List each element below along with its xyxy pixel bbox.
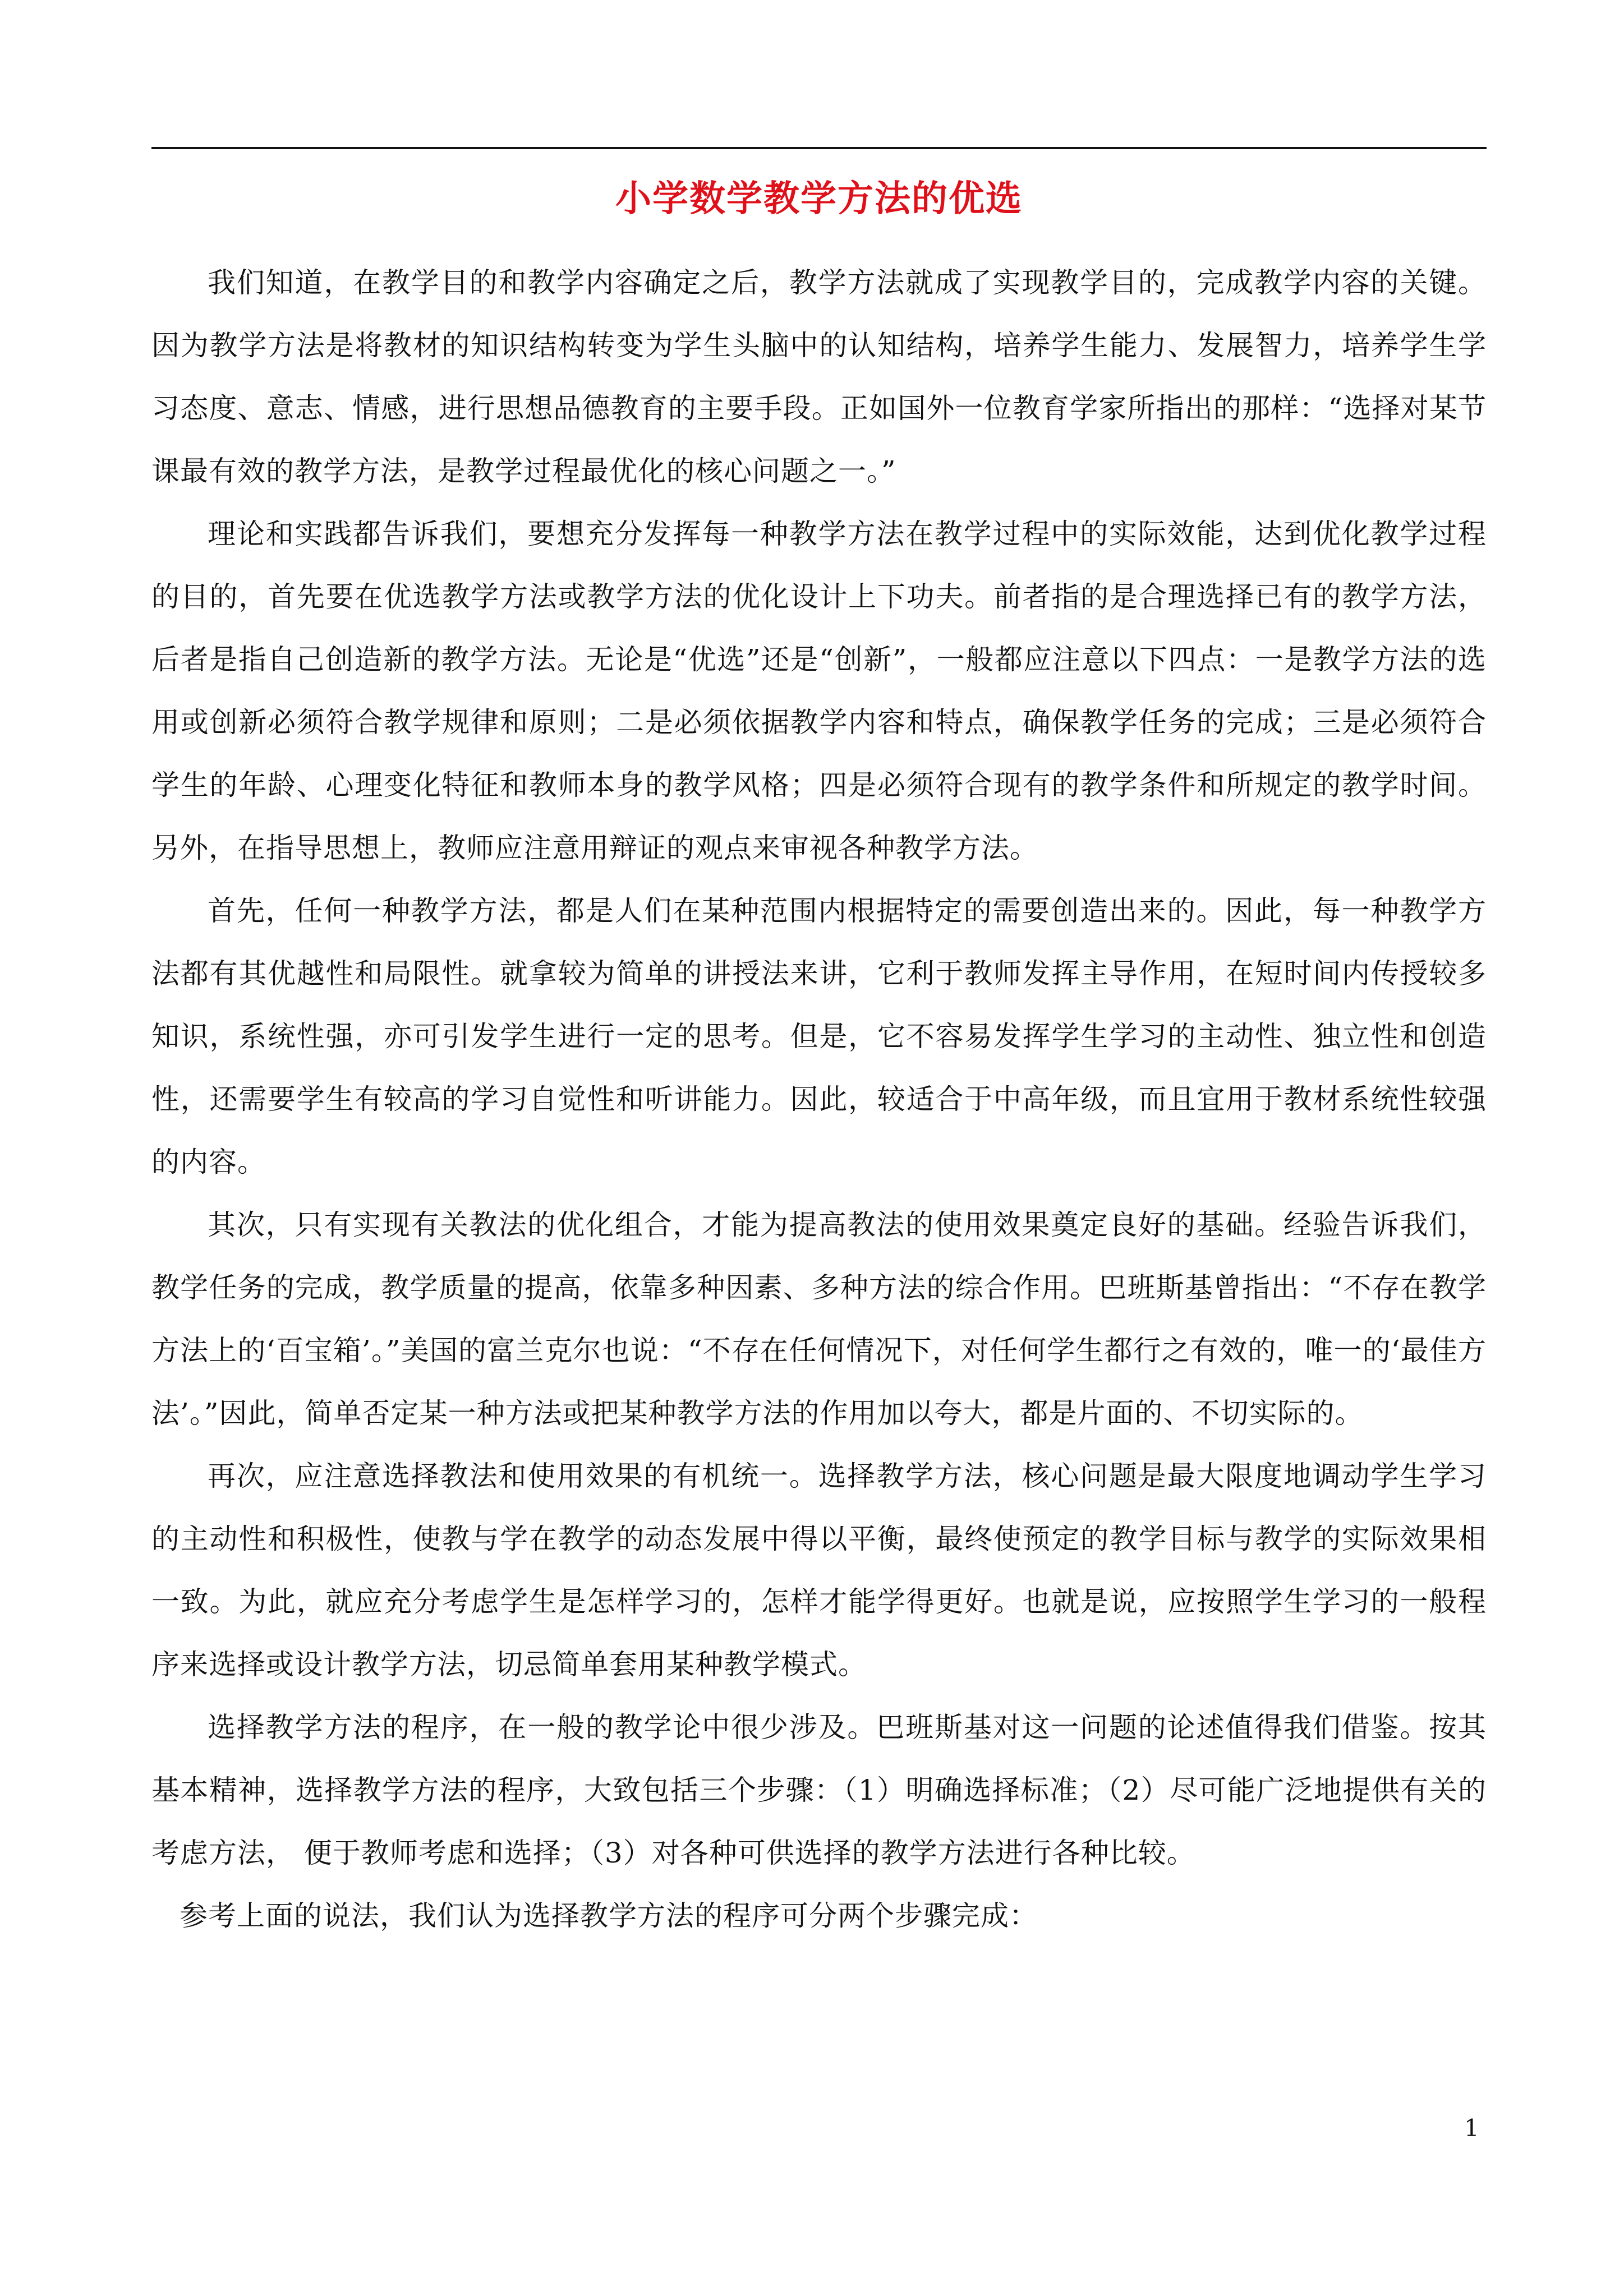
header-rule	[151, 147, 1487, 149]
page-number: 1	[1464, 2114, 1479, 2142]
document-body	[151, 251, 1487, 1947]
paragraph-7: 参考上面的说法，我们认为选择教学方法的程序可分两个步骤完成：	[180, 1899, 1038, 1932]
paragraph-1: 我们知道，在教学目的和教学内容确定之后，教学方法就成了实现教学目的，完成教学内容的关键。因为教学方法是将教材的知识结构转变为学生头脑中的认知结构，培养学生能力、发展智力，培养学生学习态度、意志、情感，进行思想品德教育的主要手段。正如国外一位教育学家所指出的那样：“选择对某节课最有效的教学方法，是教学过程最优化的核心问题之一。”	[151, 266, 1487, 487]
paragraph-5: 再次，应注意选择教法和使用效果的有机统一。选择教学方法，核心问题是最大限度地调动学生学习的主动性和积极性，使教与学在教学的动态发展中得以平衡，最终使预定的教学目标与教学的实际效果相一致。为此，就应充分考虑学生是怎样学习的，怎样才能学得更好。也就是说，应按照学生学习的一般程序来选择或设计教学方法，切忌简单套用某种教学模式。	[151, 1460, 1487, 1681]
paragraph-6: 选择教学方法的程序，在一般的教学论中很少涉及。巴班斯基对这一问题的论述值得我们借鉴。按其基本精神，选择教学方法的程序，大致包括三个步骤：（1）明确选择标准；（2）尽可能广泛地提供有关的考虑方法， 便于教师考虑和选择；（3）对各种可供选择的教学方法进行各种比较。	[151, 1711, 1487, 1869]
paragraph-2: 理论和实践都告诉我们，要想充分发挥每一种教学方法在教学过程中的实际效能，达到优化教学过程的目的，首先要在优选教学方法或教学方法的优化设计上下功夫。前者指的是合理选择已有的教学方法，后者是指自己创造新的教学方法。无论是“优选”还是“创新”，一般都应注意以下四点：一是教学方法的选用或创新必须符合教学规律和原则；二是必须依据教学内容和特点，确保教学任务的完成；三是必须符合学生的年龄、心理变化特征和教师本身的教学风格；四是必须符合现有的教学条件和所规定的教学时间。另外，在指导思想上，教师应注意用辩证的观点来审视各种教学方法。	[151, 518, 1487, 864]
paragraph-4: 其次，只有实现有关教法的优化组合，才能为提高教法的使用效果奠定良好的基础。经验告诉我们，教学任务的完成，教学质量的提高，依靠多种因素、多种方法的综合作用。巴班斯基曾指出：“不存在教学方法上的‘百宝箱’。”美国的富兰克尔也说：“不存在任何情况下，对任何学生都行之有效的，唯一的‘最佳方法’。”因此，简单否定某一种方法或把某种教学方法的作用加以夸大，都是片面的、不切实际的。	[151, 1209, 1487, 1430]
document-title: 小学数学教学方法的优选	[615, 178, 1023, 220]
paragraph-3: 首先，任何一种教学方法，都是人们在某种范围内根据特定的需要创造出来的。因此，每一种教学方法都有其优越性和局限性。就拿较为简单的讲授法来讲，它利于教师发挥主导作用，在短时间内传授较多知识，系统性强，亦可引发学生进行一定的思考。但是，它不容易发挥学生学习的主动性、独立性和创造性，还需要学生有较高的学习自觉性和听讲能力。因此，较适合于中高年级，而且宜用于教材系统性较强的内容。	[151, 895, 1487, 1178]
